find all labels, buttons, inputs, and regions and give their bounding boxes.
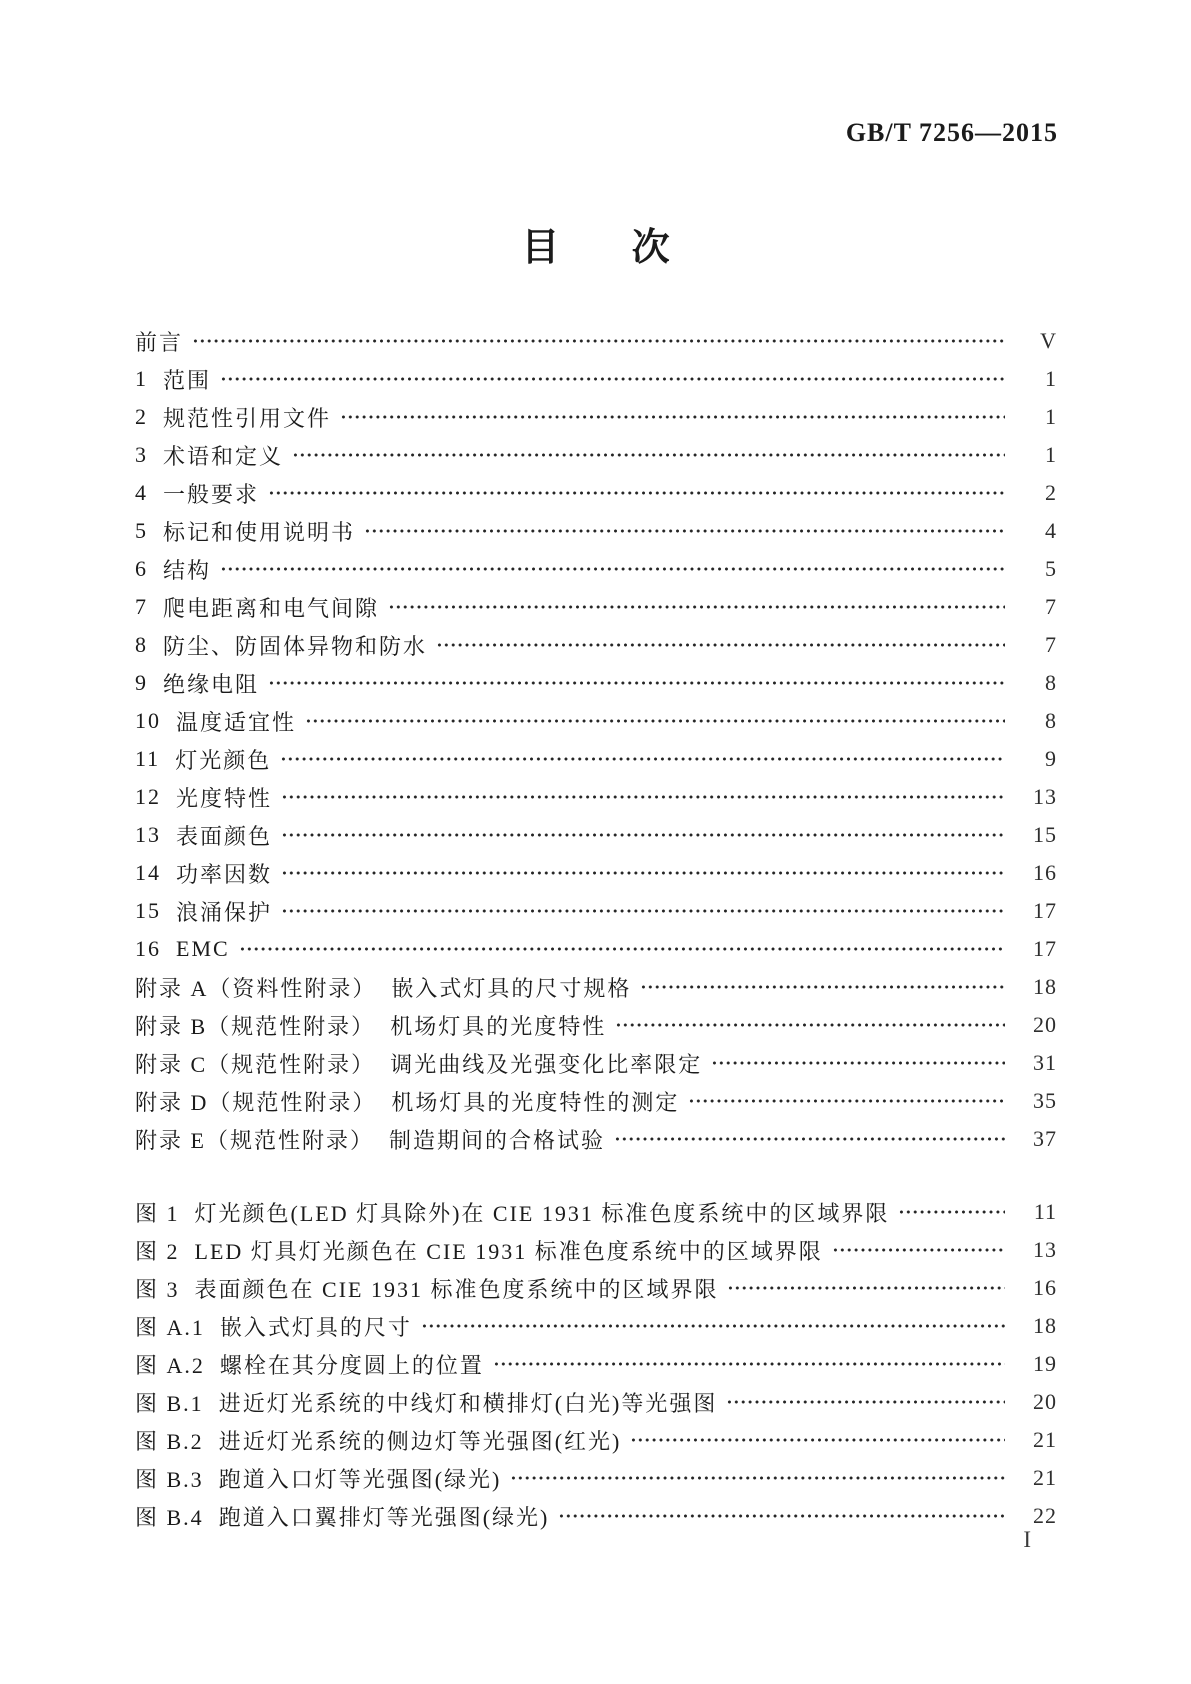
- toc-entry-label: 一般要求: [163, 481, 260, 507]
- dot-leader: [630, 1438, 1005, 1442]
- dot-leader: [239, 947, 1005, 951]
- toc-entry-number: 15: [135, 898, 161, 923]
- toc-entry-label: EMC: [176, 936, 230, 961]
- toc-entry: [135, 968, 1057, 1006]
- toc-entry: [135, 892, 1057, 930]
- toc-entry-number: 12: [135, 784, 161, 809]
- dot-leader: [726, 1400, 1005, 1404]
- toc-entry: [135, 360, 1057, 398]
- toc-entry-page: 9: [1045, 746, 1057, 771]
- toc-section-list: [135, 322, 1057, 1158]
- dot-leader: [292, 453, 1005, 457]
- toc-entry-label: 螺栓在其分度圆上的位置: [219, 1352, 484, 1378]
- toc-entry: [135, 816, 1057, 854]
- dot-leader: [898, 1210, 1005, 1214]
- toc-entry: [135, 398, 1057, 436]
- toc-entry-number: 2: [135, 404, 148, 429]
- toc-entry-label: 浪涌保护: [176, 899, 273, 925]
- toc-entry: [135, 512, 1057, 550]
- toc-entry-label: 规范性引用文件: [163, 405, 332, 431]
- toc-entry-page: 1: [1045, 366, 1057, 391]
- dot-leader: [436, 643, 1005, 647]
- toc-entry: [135, 702, 1057, 740]
- footer-page-number: I: [1023, 1527, 1031, 1552]
- toc-entry-number: 图 B.2: [135, 1428, 204, 1454]
- toc-entry: [135, 588, 1057, 626]
- toc-entry-label: 绝缘电阻: [163, 671, 260, 697]
- toc-entry: [135, 436, 1057, 474]
- dot-leader: [711, 1061, 1005, 1065]
- toc-entry-page: 16: [1033, 860, 1057, 885]
- toc-entry: [135, 1383, 1057, 1421]
- toc-figure-list: [135, 1193, 1057, 1535]
- dot-leader: [388, 605, 1005, 609]
- toc-entry: [135, 740, 1057, 778]
- toc-entry-page: V: [1040, 328, 1057, 353]
- toc-entry-page: 37: [1033, 1126, 1057, 1151]
- toc-entry: [135, 664, 1057, 702]
- toc-entry: [135, 626, 1057, 664]
- toc-entry-number: 附录 B（规范性附录）: [135, 1013, 376, 1039]
- toc-entry-number: 图 2: [135, 1238, 180, 1264]
- dot-leader: [688, 1099, 1005, 1103]
- toc-entry: [135, 1006, 1057, 1044]
- dot-leader: [281, 871, 1005, 875]
- toc-entry: [135, 322, 1057, 360]
- toc-entry-page: 11: [1033, 1199, 1057, 1224]
- toc-entry-number: 13: [135, 822, 161, 847]
- toc-entry-label: 跑道入口灯等光强图(绿光): [218, 1466, 502, 1492]
- toc-entry-number: 11: [135, 746, 161, 771]
- toc-entry-label: 功率因数: [176, 861, 273, 887]
- toc-entry-page: 16: [1033, 1275, 1057, 1300]
- toc-entry-page: 13: [1033, 1237, 1057, 1262]
- toc-entry-page: 7: [1045, 594, 1057, 619]
- toc-entry-label: 灯光颜色(LED 灯具除外)在 CIE 1931 标准色度系统中的区域界限: [194, 1200, 890, 1226]
- toc-entry: [135, 1307, 1057, 1345]
- dot-leader: [832, 1248, 1005, 1252]
- toc-entry-label: 制造期间的合格试验: [388, 1127, 605, 1153]
- toc-entry-label: 表面颜色: [176, 823, 273, 849]
- page-title: 目次: [521, 227, 742, 269]
- dot-leader: [192, 339, 1005, 343]
- toc-entry-number: 6: [135, 556, 148, 581]
- toc-entry: [135, 550, 1057, 588]
- toc-entry-number: 图 B.4: [135, 1504, 204, 1530]
- toc-entry-label: 光度特性: [176, 785, 273, 811]
- toc-entry-label: 防尘、防固体异物和防水: [163, 633, 428, 659]
- toc-entry-number: 图 3: [135, 1276, 180, 1302]
- toc-entry: [135, 474, 1057, 512]
- toc-entry-number: 图 1: [135, 1200, 180, 1226]
- doc-number: GB/T 7256—2015: [845, 118, 1058, 147]
- dot-leader: [614, 1137, 1005, 1141]
- toc-entry-page: 1: [1045, 442, 1057, 467]
- toc-entry-page: 13: [1033, 784, 1057, 809]
- toc-entry-label: LED 灯具灯光颜色在 CIE 1931 标准色度系统中的区域界限: [194, 1238, 823, 1264]
- toc-entry-label: 表面颜色在 CIE 1931 标准色度系统中的区域界限: [194, 1276, 719, 1302]
- toc-entry-number: 3: [135, 442, 148, 467]
- toc-entry-page: 15: [1033, 822, 1057, 847]
- toc-entry-label: 前言: [135, 329, 184, 355]
- toc-entry-page: 17: [1033, 936, 1057, 961]
- dot-leader: [615, 1023, 1005, 1027]
- toc-entry-label: 嵌入式灯具的尺寸: [219, 1314, 412, 1340]
- toc-entry-label: 进近灯光系统的中线灯和横排灯(白光)等光强图: [218, 1390, 718, 1416]
- toc-entry-number: 附录 D（规范性附录）: [135, 1089, 377, 1115]
- toc-entry-page: 31: [1033, 1050, 1057, 1075]
- toc-entry-label: 术语和定义: [163, 443, 284, 469]
- toc-entry: [135, 1044, 1057, 1082]
- toc-entry: [135, 854, 1057, 892]
- toc-entry: [135, 1345, 1057, 1383]
- toc-entry-label: 灯光颜色: [175, 747, 272, 773]
- toc-entry-label: 机场灯具的光度特性的测定: [391, 1089, 680, 1115]
- dot-leader: [640, 985, 1005, 989]
- dot-leader: [220, 567, 1005, 571]
- toc-entry-label: 温度适宜性: [176, 709, 297, 735]
- toc-entry-number: 图 A.2: [135, 1352, 205, 1378]
- toc-entry-label: 进近灯光系统的侧边灯等光强图(红光): [218, 1428, 622, 1454]
- dot-leader: [305, 719, 1005, 723]
- toc-entry: [135, 778, 1057, 816]
- dot-leader: [421, 1324, 1005, 1328]
- toc-entry-page: 8: [1045, 708, 1057, 733]
- toc-entry-number: 附录 C（规范性附录）: [135, 1051, 376, 1077]
- toc-entry-page: 4: [1045, 518, 1057, 543]
- dot-leader: [220, 377, 1005, 381]
- toc-entry: [135, 1120, 1057, 1158]
- toc-entry-page: 5: [1045, 556, 1057, 581]
- toc-entry-label: 范围: [163, 367, 212, 393]
- toc-entry-number: 1: [135, 366, 148, 391]
- toc-entry-page: 22: [1033, 1503, 1057, 1528]
- toc-entry-number: 附录 E（规范性附录）: [135, 1127, 374, 1153]
- toc-entry-page: 19: [1033, 1351, 1057, 1376]
- toc-entry-page: 20: [1033, 1389, 1057, 1414]
- toc-entry: [135, 1497, 1057, 1535]
- dot-leader: [510, 1476, 1005, 1480]
- dot-leader: [268, 681, 1005, 685]
- toc-entry: [135, 1193, 1057, 1231]
- toc-entry-label: 爬电距离和电气间隙: [163, 595, 380, 621]
- dot-leader: [280, 757, 1005, 761]
- toc-entry-label: 标记和使用说明书: [163, 519, 356, 545]
- toc-entry-label: 机场灯具的光度特性: [390, 1013, 607, 1039]
- toc-entry-page: 8: [1045, 670, 1057, 695]
- toc-entry-page: 21: [1033, 1427, 1057, 1452]
- toc-entry-number: 8: [135, 632, 148, 657]
- toc-entry-number: 图 A.1: [135, 1314, 205, 1340]
- toc-entry-page: 35: [1033, 1088, 1057, 1113]
- toc-entry-page: 17: [1033, 898, 1057, 923]
- dot-leader: [493, 1362, 1005, 1366]
- toc-entry-number: 16: [135, 936, 161, 961]
- toc-entry-label: 结构: [163, 557, 212, 583]
- toc-entry-number: 7: [135, 594, 148, 619]
- toc-entry-page: 2: [1045, 480, 1057, 505]
- toc-entry: [135, 1269, 1057, 1307]
- toc-entry: [135, 1421, 1057, 1459]
- toc-entry-label: 嵌入式灯具的尺寸规格: [391, 975, 632, 1001]
- toc-entry-number: 10: [135, 708, 161, 733]
- dot-leader: [281, 833, 1005, 837]
- dot-leader: [364, 529, 1005, 533]
- toc-entry-page: 18: [1033, 1313, 1057, 1338]
- toc-entry-number: 14: [135, 860, 161, 885]
- toc-entry-page: 18: [1033, 974, 1057, 999]
- toc-entry-number: 9: [135, 670, 148, 695]
- toc-entry: [135, 930, 1057, 968]
- toc-entry-number: 附录 A（资料性附录）: [135, 975, 377, 1001]
- dot-leader: [727, 1286, 1005, 1290]
- toc-entry: [135, 1231, 1057, 1269]
- dot-leader: [558, 1514, 1005, 1518]
- toc-entry: [135, 1082, 1057, 1120]
- toc-entry-number: 5: [135, 518, 148, 543]
- dot-leader: [268, 491, 1005, 495]
- toc-entry-number: 4: [135, 480, 148, 505]
- table-of-contents: [135, 322, 1057, 1535]
- toc-entry: [135, 1459, 1057, 1497]
- toc-entry-page: 21: [1033, 1465, 1057, 1490]
- dot-leader: [281, 909, 1005, 913]
- toc-entry-number: 图 B.3: [135, 1466, 204, 1492]
- toc-entry-page: 1: [1045, 404, 1057, 429]
- dot-leader: [281, 795, 1005, 799]
- toc-entry-page: 20: [1033, 1012, 1057, 1037]
- dot-leader: [340, 415, 1005, 419]
- toc-entry-page: 7: [1045, 632, 1057, 657]
- toc-entry-number: 图 B.1: [135, 1390, 204, 1416]
- toc-entry-label: 调光曲线及光强变化比率限定: [390, 1051, 703, 1077]
- toc-entry-label: 跑道入口翼排灯等光强图(绿光): [218, 1504, 550, 1530]
